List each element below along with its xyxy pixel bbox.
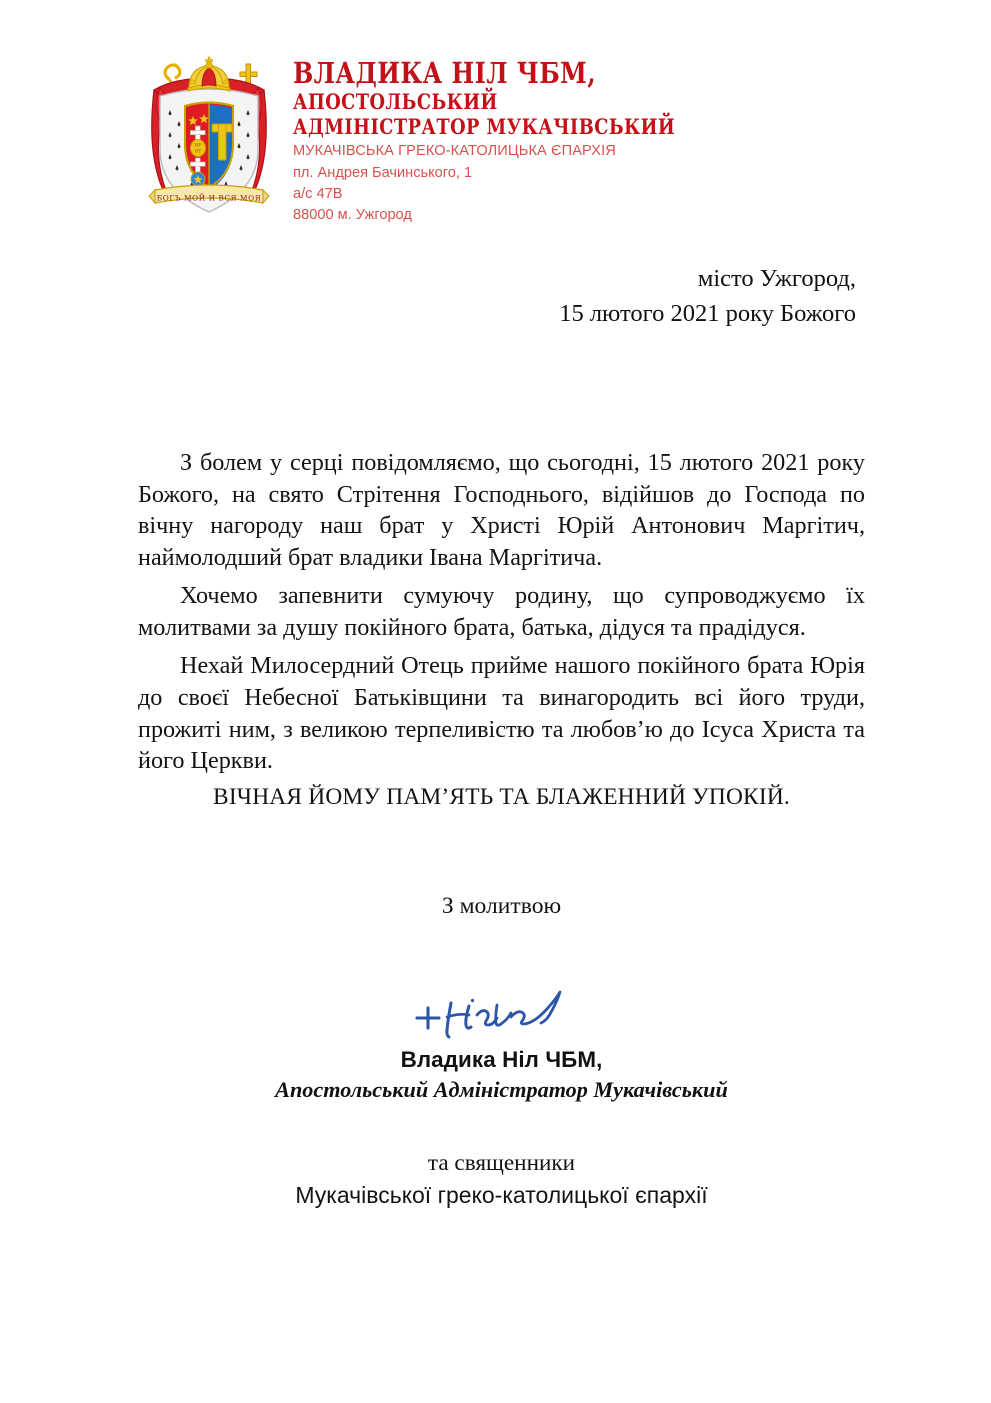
date-line: 15 лютого 2021 року Божого (559, 299, 856, 327)
memorial-line: ВІЧНАЯ ЙОМУ ПАМ’ЯТЬ ТА БЛАЖЕННИЙ УПОКІЙ. (213, 784, 790, 810)
place-line: місто Ужгород, (697, 265, 856, 292)
eparchy-name: МУКАЧІВСЬКА ГРЕКО-КАТОЛИЦЬКА ЄПАРХІЯ (293, 143, 616, 160)
bishop-title-line-3: АДМІНІСТРАТОР МУКАЧІВСЬКИЙ (293, 114, 676, 140)
handwritten-signature-icon (409, 985, 594, 1041)
closing-line-1: та священники (427, 1150, 576, 1176)
body-paragraph-3: Нехай Милосердний Отець прийме нашого покійного брата Юрія до своєї Небесної Батьківщини та винагородить всі його труди, прожиті ним, з великою терпеливістю та любов’ю до Ісуса Христа та його Церкви. (138, 652, 865, 775)
signer-title: Апостольський Адміністратор Мукачівський (275, 1077, 728, 1102)
address-city: 88000 м. Ужгород (293, 207, 412, 224)
body-paragraph-1: З болем у серці повідомляємо, що сьогодні, 15 лютого 2021 року Божого, на свято Стрітення Господнього, відійшов до Господа по вічну нагороду наш брат у Христі Юрій Антонович Маргітич, наймолодший брат владики Івана Маргітича. (138, 449, 865, 571)
crest-motto: БОГЪ МОЙ И ВСЯ МОЯ (156, 193, 262, 203)
letterhead (0, 0, 991, 250)
signer-name: Владика Ніл ЧБМ, (400, 1047, 603, 1072)
coat-of-arms-icon (130, 52, 288, 224)
letter-body (138, 447, 865, 777)
svg-text:ΘΥ: ΘΥ (194, 148, 202, 154)
date-block (300, 262, 856, 332)
bishop-title-line-2: АПОСТОЛЬСЬКИЙ (293, 89, 498, 115)
address-po-box: а/с 47В (293, 185, 343, 202)
bishop-title-line-1: ВЛАДИКА НІЛ ЧБМ, (293, 56, 597, 90)
body-paragraph-2: Хочемо запевнити сумуючу родину, що супроводжуємо їх молитвами за душу покійного брата, батька, дідуся та прадідуся. (138, 582, 865, 641)
closing-line-2: Мукачівської греко-католицької єпархії (295, 1182, 708, 1208)
with-prayer-line: З молитвою (441, 893, 562, 919)
address-street: пл. Андрея Бачинського, 1 (293, 164, 473, 181)
signature-block (138, 985, 865, 1041)
svg-text:МР: МР (194, 142, 202, 148)
letterhead-text (293, 58, 853, 226)
